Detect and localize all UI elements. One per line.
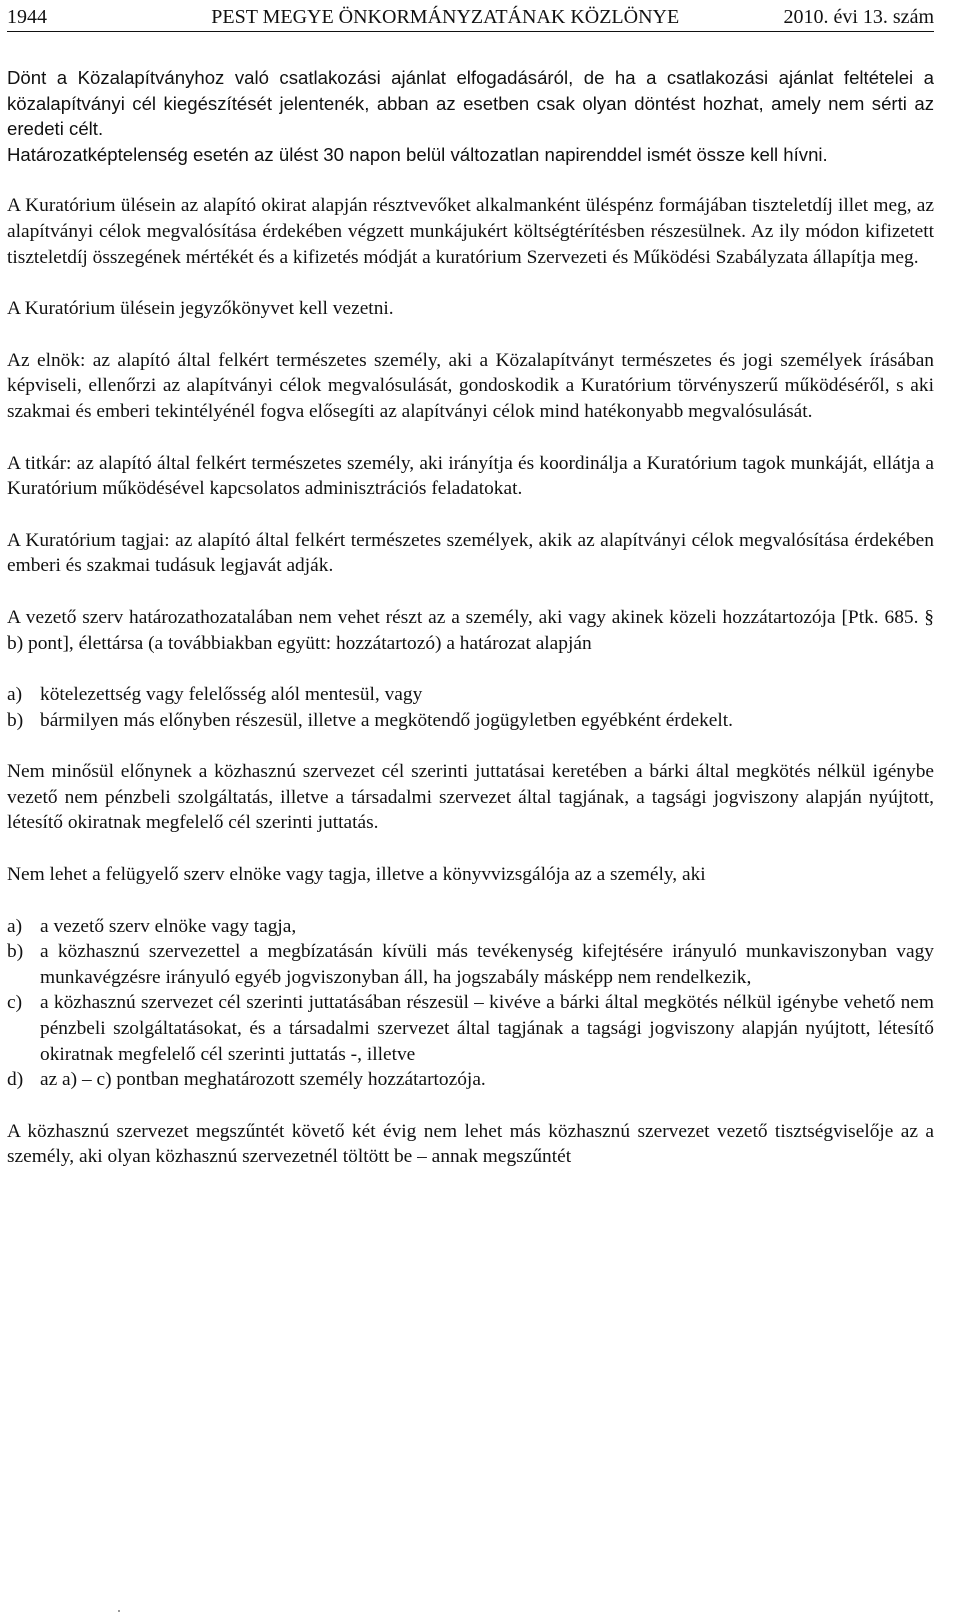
scan-speck [118, 1610, 120, 1612]
list-item-text: a közhasznú szervezettel a megbízatásán kívüli más tevékenység kifejtésére irányuló munkaviszonyban vagy munkavégzésre irányuló egyéb jogviszonyban áll, ha jogszabály másképp nem rendelkezik, [40, 941, 934, 988]
paragraph-acceptance: Dönt a Közalapítványhoz való csatlakozási ajánlat elfogadásáról, de ha a csatlakozási ajánlat feltételei a közalapítványi cél kiegészítését jelentenék, abban az esetben csak olyan döntést hozhat, amely nem sérti az eredeti célt. [7, 67, 934, 140]
list-item-label: c) [7, 992, 23, 1014]
paragraph-quorum: Határozatképtelenség esetén az ülést 30 napon belül változatlan napirenddel ismét össze kell hívni. [7, 143, 828, 165]
paragraph-fees: A Kuratórium ülésein az alapító okirat alapján résztvevőket alkalmanként üléspénz formájában tiszteletdíj illet meg, az alapítványi célok megvalósítása érdekében végzett munkájukért költségtérítésben részesülnek. Az ily módon kifizetett tiszteletdíj összegének mértékét és a kifizetés módját a kuratórium Szervezeti és Működési Szabályzata állapítja meg. [7, 195, 934, 268]
list-item-text: a vezető szerv elnöke vagy tagja, [40, 915, 297, 937]
list-item [7, 682, 934, 708]
list-item [7, 914, 934, 940]
page-header [7, 4, 934, 32]
paragraph-supervisory: Nem lehet a felügyelő szerv elnöke vagy tagja, illetve a könyvvizsgálója az a személy, aki [7, 864, 706, 886]
paragraph-benefit: Nem minősül előnynek a közhasznú szervezet cél szerinti juttatásai keretében a bárki által megkötés nélkül igénybe vezető nem pénzbeli szolgáltatás, illetve a társadalmi szervezet által tagjának, a tagsági jogviszony alapján nyújtott, létesítő okiratnak megfelelő cél szerinti juttatás. [7, 761, 934, 834]
paragraph-chairman: Az elnök: az alapító által felkért természetes személy, aki a Közalapítványt természetes és jogi személyek írásában képviseli, ellenőrzi az alapítványi célok megvalósulását, gondoskodik a Kuratórium törvényszerű működéséről, s aki szakmai és emberi tekintélyénél fogva elősegíti az alapítványi célok mind hatékonyabb megvalósulását. [7, 349, 934, 422]
paragraph-members: A Kuratórium tagjai: az alapító által felkért természetes személyek, akik az alapítványi célok megvalósítása érdekében emberi és szakmai tudásuk legjavát adják. [7, 529, 934, 577]
page-number: 1944 [7, 6, 47, 28]
list-item-label: a) [7, 915, 23, 937]
list-item-text: bármilyen más előnyben részesül, illetve a megkötendő jogügyletben egyébként érdekelt. [40, 709, 733, 731]
publication-title: PEST MEGYE ÖNKORMÁNYZATÁNAK KÖZLÖNYE [211, 6, 680, 28]
supervisory-list [7, 914, 934, 1093]
list-item-label: b) [7, 941, 24, 963]
list-item-text: kötelezettség vagy felelősség alól mentesül, vagy [40, 684, 423, 706]
list-item-text: a közhasznú szervezet cél szerinti juttatásában részesül – kivéve a bárki által megkötés nélkül igénybe vehető nem pénzbeli szolgáltatásokat, és a társadalmi szervezet által tagjának a tagsági jogviszony alapján nyújtott, létesítő okiratnak megfelelő cél szerinti juttatás -, illetve [40, 992, 934, 1065]
paragraph-secretary: A titkár: az alapító által felkért természetes személy, aki irányítja és koordinálja a Kuratórium tagok munkáját, ellátja a Kuratórium működésével kapcsolatos adminisztrációs feladatokat. [7, 452, 934, 500]
list-item [7, 939, 934, 990]
list-item [7, 1067, 934, 1093]
list-item-label: a) [7, 684, 23, 706]
paragraph-conflict: A vezető szerv határozathozatalában nem vehet részt az a személy, aki vagy akinek közeli hozzátartozója [Ptk. 685. § b) pont], élettársa (a továbbiakban együtt: hozzátartozó) a határozat alapján [7, 606, 934, 654]
list-item [7, 708, 934, 734]
list-item-label: d) [7, 1069, 24, 1091]
conflict-list [7, 682, 934, 733]
list-item [7, 990, 934, 1067]
issue-label: 2010. évi 13. szám [783, 6, 934, 28]
list-item-label: b) [7, 709, 24, 731]
paragraph-after-dissolution: A közhasznú szervezet megszűntét követő két évig nem lehet más közhasznú szervezet vezető tisztségviselője az a személy, aki olyan közhasznú szervezetnél töltött be – annak megszűntét [7, 1120, 934, 1168]
list-item-text: az a) – c) pontban meghatározott személy hozzátartozója. [40, 1069, 486, 1091]
paragraph-minutes: A Kuratórium ülésein jegyzőkönyvet kell vezetni. [7, 298, 394, 320]
